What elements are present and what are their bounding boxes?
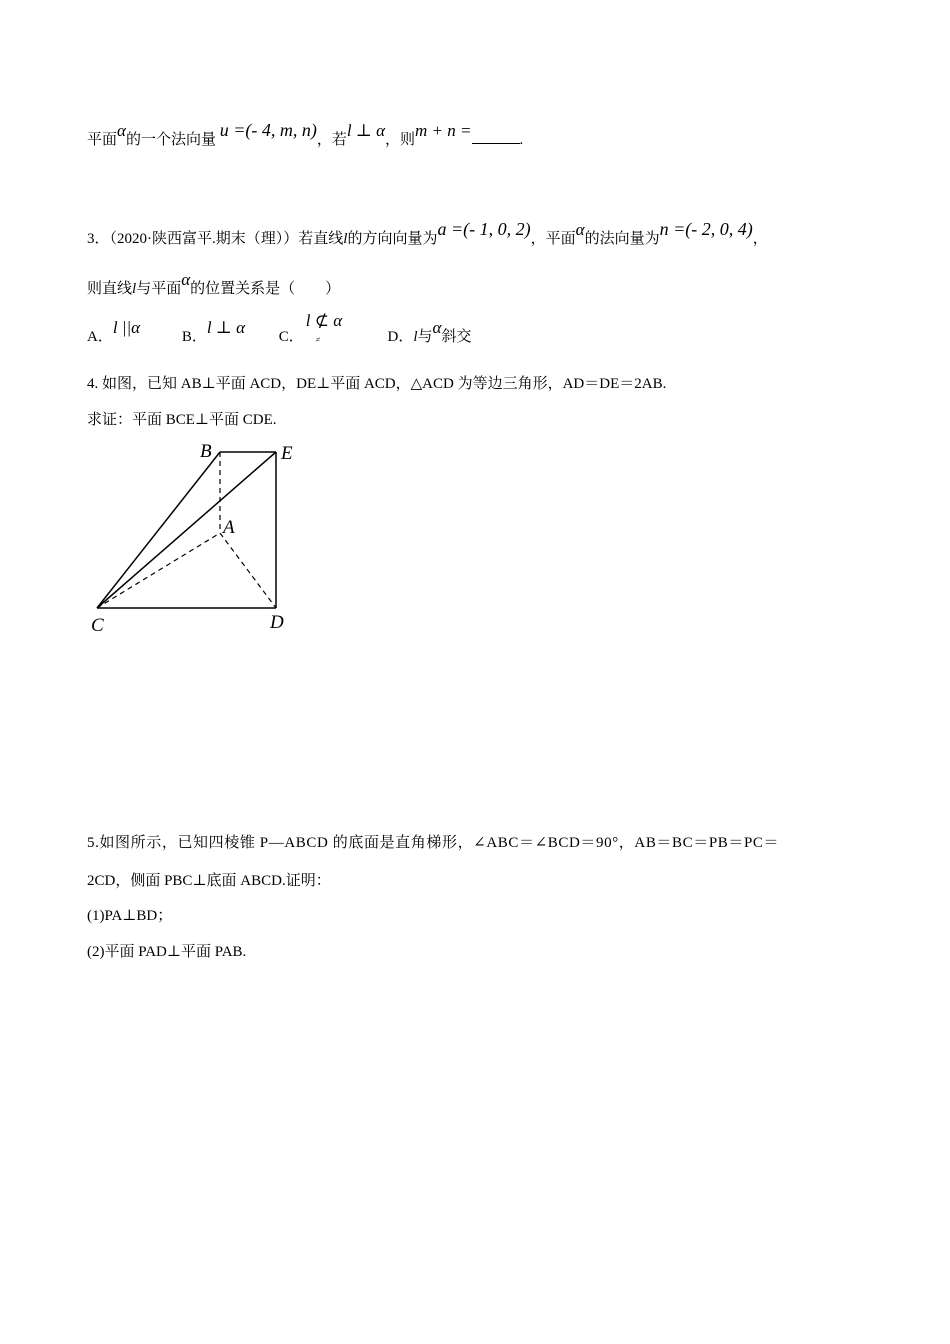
- q2-end: .: [519, 132, 524, 148]
- q2-expression: m + n =: [415, 121, 472, 140]
- option-b-label: B．: [181, 329, 207, 345]
- q3-l: l: [343, 231, 348, 247]
- q3-line2-l: l: [132, 281, 137, 297]
- option-c-expr-wrap: [304, 311, 348, 347]
- q4-line1: 4. 如图，已知 AB⊥平面 ACD，DE⊥平面 ACD，△ACD 为等边三角形，AD＝DE＝2AB.: [87, 376, 667, 392]
- option-c-label: C．: [278, 329, 304, 345]
- edge-ca: [97, 533, 220, 608]
- q2-alpha: α: [117, 121, 126, 140]
- label-a: A: [223, 517, 235, 538]
- edge-ce: [97, 452, 276, 608]
- q3-number: 3．: [87, 231, 110, 247]
- q3-text3: ，平面: [530, 231, 576, 247]
- option-c-expr: l ⊄ α: [305, 311, 343, 330]
- q3-line2-pre: 则直线: [87, 281, 133, 297]
- q3-line2-alpha: α: [181, 270, 191, 289]
- option-c[interactable]: [278, 311, 348, 347]
- option-d-l: l: [413, 329, 418, 345]
- q2-condition: l ⊥ α: [346, 121, 386, 140]
- q3-text5: ，: [752, 231, 768, 247]
- edge-cb: [97, 452, 220, 608]
- label-d: D: [270, 612, 284, 633]
- option-a-expr: l ||α: [112, 318, 141, 337]
- q2-comma2: ，则: [385, 132, 416, 148]
- q4-line2: 求证：平面 BCE⊥平面 CDE.: [87, 412, 277, 428]
- q2-text-mid: 的一个法向量: [125, 132, 216, 148]
- label-b: B: [200, 441, 212, 462]
- q5-line2: 2CD，侧面 PBC⊥底面 ABCD.证明：: [87, 873, 331, 889]
- q2-answer-blank: [472, 129, 520, 144]
- q2-normal-vector: u =(- 4, m, n): [219, 120, 317, 140]
- option-b[interactable]: [181, 318, 245, 347]
- q4-figure: [85, 436, 315, 641]
- q3-alpha: α: [575, 220, 585, 239]
- q3-text2: 的方向向量为: [347, 231, 438, 247]
- q3-options: [87, 311, 472, 347]
- q3-text4: 的法向量为: [584, 231, 660, 247]
- label-c: C: [91, 615, 104, 636]
- option-b-expr: l ⊥ α: [206, 318, 245, 337]
- q2-text-pre: 平面: [87, 132, 118, 148]
- option-c-sub: ≠: [315, 335, 321, 344]
- q5-line1: 5.如图所示，已知四棱锥 P—ABCD 的底面是直角梯形，∠ABC＝∠BCD＝90°，AB＝BC＝PB＝PC＝: [87, 835, 780, 851]
- q2-tail-line: [87, 120, 524, 150]
- q3-line2-mid: 与平面: [136, 281, 182, 297]
- option-d[interactable]: [387, 318, 472, 347]
- q5-part2: (2)平面 PAD⊥平面 PAB.: [87, 944, 247, 960]
- option-d-end: 斜交: [441, 329, 472, 345]
- q3-text1: 若直线: [298, 231, 344, 247]
- q2-comma1: ，若: [316, 132, 347, 148]
- label-e: E: [281, 443, 293, 464]
- q3-line2: [87, 270, 341, 299]
- option-a[interactable]: [87, 318, 141, 347]
- q3-direction-vector: a =(- 1, 0, 2): [437, 219, 531, 239]
- option-d-mid: 与: [417, 329, 433, 345]
- q3-line1: [87, 219, 768, 249]
- option-d-label: D．: [387, 329, 414, 345]
- edge-ad: [220, 533, 276, 608]
- q3-normal-vector: n =(- 2, 0, 4): [659, 219, 753, 239]
- q5-part1: (1)PA⊥BD；: [87, 908, 173, 924]
- q3-source: （2020·陕西富平.期末（理））: [109, 231, 299, 247]
- option-d-alpha: α: [432, 318, 442, 337]
- q3-line2-end: 的位置关系是（ ）: [190, 281, 341, 297]
- option-a-label: A．: [87, 329, 113, 345]
